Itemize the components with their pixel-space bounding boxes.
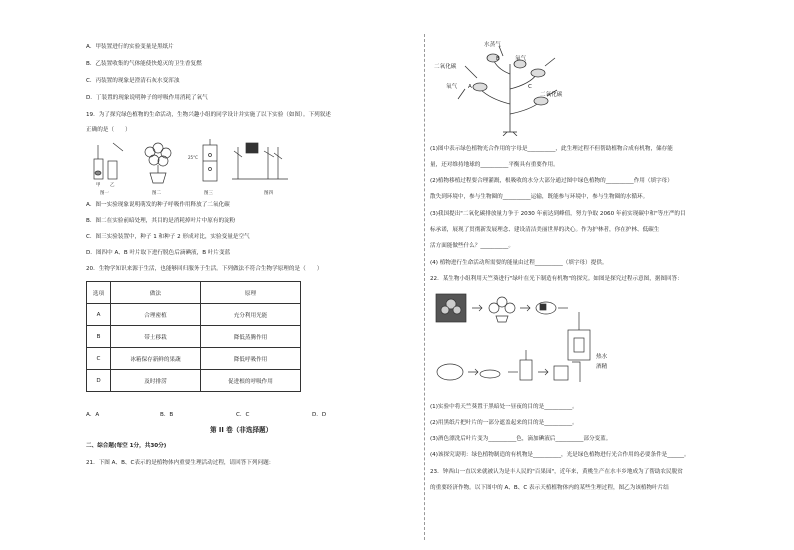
section-title: 第 II 卷（非选择题） [210,426,273,434]
table-header-cell: 做法 [111,282,201,304]
q22-label-hot-water: 热水 [596,354,608,360]
table-cell: 合理密植 [111,304,201,326]
q19-fig-label-yi: 乙 [110,183,115,188]
q19-stem-line1: 19．为了探究绿色植物的生命活动，生物兴趣小组的同学设计并实施了以下实验（如图）。下列叙述 [86,112,331,118]
q18-option-a: A．甲装置进行的实验变量是黑纸片 [86,44,174,50]
q22-stem: 22．某生物小组利用天竺葵进行"绿叶在光下制造有机物"的探究。如图是探究过程示意图，据图回答： [430,276,683,282]
table-row [87,370,301,392]
table-row [87,304,301,326]
q21-part3-line2: 标承诺，展现了贯彻新发展理念、建设清洁美丽世界的决心。作为护林者，你在护林、低碳生 [430,227,660,233]
q19-option-b: B．图二在实验前暗处理，其目的是消耗掉叶片中原有的淀粉 [86,218,236,224]
q20-option-c: C．C [236,412,250,418]
q21-part4: (4) 植物进行生命活动所需要的能量由过程__________（填字母）提供。 [430,260,608,266]
q21-part3-line1: (3)我国提出"二氧化碳排放量力争于 2030 年前达到峰值，努力争取 2060 年前实现碳中和"等庄严的目 [430,211,686,217]
table-cell: 冰箱保存新鲜的果蔬 [111,348,201,370]
q19-experiment-figure [88,137,303,192]
q20-option-d: D．D [312,412,327,418]
q21-part1-line1: (1)图中表示绿色植物光合作用的字母是__________，此生理过程不但帮助植物合成有机物，储存能 [430,146,673,152]
q19-fig-label-4: 图四 [264,191,273,196]
table-cell: 降低呼吸作用 [201,348,301,370]
table-cell: 及时排涝 [111,370,201,392]
table-cell: 充分利用光能 [201,304,301,326]
q19-option-d: D．图四中 A、B 叶片取下进行脱色后滴碘液，B 叶片变蓝 [86,250,231,256]
q20-stem: 20．生物学知识来源于生活，也能够回归服务于生活。下列做法不符合生物学原理的是（ ） [86,266,323,272]
diagram-label-a: A [468,84,472,90]
q18-option-d: D．丁装置的现象说明种子的呼吸作用消耗了氧气 [86,95,208,101]
table-header-cell: 原理 [201,282,301,304]
svg-text:25°C: 25°C [188,155,198,160]
q22-label-alcohol: 酒精 [596,364,608,370]
table-row [87,348,301,370]
diagram-label-c: C [528,84,532,90]
table-cell: 促进根的呼吸作用 [201,370,301,392]
q21-stem: 21．下图 A、B、C表示的是植物体内重要生理活动过程，请回答下列问题： [86,460,275,466]
q21-part1-line2: 量，还对维持地球的__________平衡具有重要作用。 [430,162,559,168]
table-cell: C [87,348,111,370]
q19-fig-label-2: 图二 [152,191,161,196]
q22-part4: (4)该探究说明：绿色植物制造的有机物是__________，光是绿色植物进行光合作用的必要条件是______。 [430,452,690,458]
diagram-label-co2-left: 二氧化碳 [434,64,457,70]
q19-fig-label-yi-jia: 甲 [96,183,101,188]
q19-option-a: A．图一实验现象说明萌发的种子呼吸作用释放了二氧化碳 [86,202,230,208]
q22-part2: (2)用黑纸片把叶片的一部分遮盖起来的目的是__________。 [430,420,578,426]
q22-part3: (3)酒色漂洗后叶片变为__________色，滴加碘液后__________部分变蓝。 [430,436,612,442]
q19-fig-label-3: 图三 [204,191,213,196]
q23-stem-line2: 的重要经济作物。以下图中的 A、B、C 表示天植植物体内的某些生理过程，图乙为该植物叶片结 [430,485,669,491]
q22-procedure-figure [434,292,604,392]
table-header-cell: 选项 [87,282,111,304]
q19-stem-line2: 正确的是（ ） [86,127,131,133]
q21-part2-line2: 散失到环境中，参与生物圈的__________运输，既能参与环境中，参与生物圈的水循环。 [430,194,649,200]
diagram-label-oxygen-left: 氧气 [446,84,458,90]
q21-part2-line1: (2)植物移植过程要合理灌溉，根吸收的水分大部分通过图中绿色植物的__________作用（填字母） [430,178,673,184]
q22-part1: (1)实验中将天竺葵置于黑暗处一昼夜的目的是__________。 [430,404,578,410]
q18-option-b: B．乙装置收集的气体能使快熄灭的卫生香复燃 [86,61,202,67]
q19-fig-label-1: 图一 [100,191,109,196]
diagram-label-water-vapor: 水蒸气 [484,42,501,48]
table-cell: 带土移栽 [111,326,201,348]
table-row [87,326,301,348]
q20-option-b: B．B [160,412,174,418]
table-cell: 降低蒸腾作用 [201,326,301,348]
q23-stem-line1: 23．钟西山一直以来就被认为是丰人民的"百果园"，近年来，黄桃生产在水丰乡地成为了帮助农民脱贫 [430,469,683,475]
q21-part3-line3: 活方面能做些什么？__________。 [430,243,514,249]
diagram-label-co2-right: 二氧化碳 [540,92,563,98]
table-cell: D [87,370,111,392]
diagram-label-oxygen-right: 氧气 [515,56,527,62]
q21-stem-line2 [86,472,92,479]
table-row [87,282,301,304]
q18-option-c: C．丙装置的现象是澄清石灰水变浑浊 [86,78,180,84]
column-divider [424,34,425,540]
q20-table [86,281,301,392]
diagram-label-b: B [496,56,500,62]
section-two-heading: 二、综合题(每空 1分，共30分) [86,443,167,449]
q20-option-a: A．A [86,412,100,418]
table-cell: A [87,304,111,326]
q19-option-c: C．图三实验装置中，种子 1 和种子 2 形成对比，实验变量是空气 [86,234,250,240]
table-cell: B [87,326,111,348]
